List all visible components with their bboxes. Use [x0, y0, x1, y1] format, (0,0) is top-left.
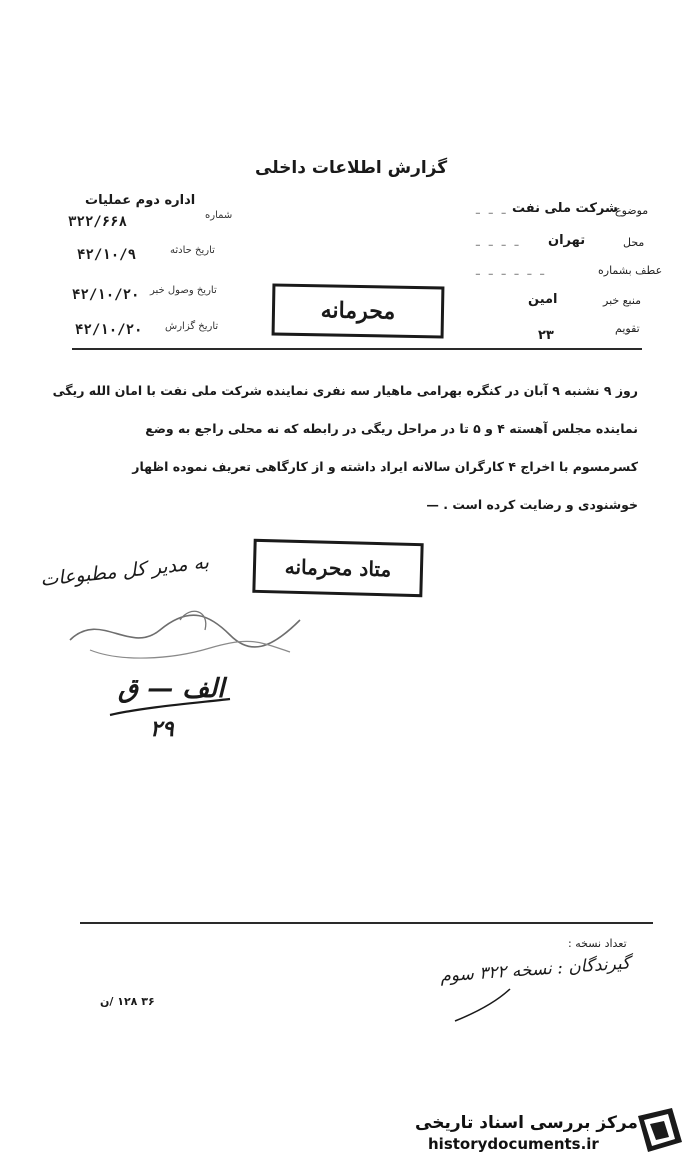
body-line-4 [48, 486, 638, 524]
confidential-stamp: محرمانه [272, 284, 445, 339]
footer-divider [80, 922, 653, 924]
handwritten-number: ۲۹ [150, 716, 174, 742]
subject-label: موضوع [615, 204, 649, 217]
receipt-date-label: تاریخ وصول خبر [150, 285, 217, 296]
number-value: ۳۲۲/۶۶۸ [68, 214, 128, 230]
header-divider [72, 348, 642, 350]
body-line-4-dash: — [426, 497, 439, 512]
report-date-label: تاریخ گزارش [165, 321, 219, 332]
subject-value: شرکت ملی نفت [512, 201, 618, 216]
body-line-4-text: خوشنودی و رضایت کرده است . [443, 497, 638, 512]
evaluation-label: تقویم [615, 322, 640, 335]
copies-label: تعداد نسخه : [568, 937, 627, 950]
document-code: ۳۶ ۱۲۸ /ن [100, 995, 155, 1008]
declassified-stamp: متاد محرمانه [252, 539, 423, 597]
report-body [48, 372, 638, 524]
subject-dash: - - - [475, 203, 508, 222]
place-dash: - - - - [475, 235, 521, 254]
source-label: منبع خبر [603, 294, 642, 307]
handwritten-note: به مدیر کل مطبوعات [39, 551, 210, 591]
report-title: گزارش اطلاعات داخلی [255, 158, 448, 178]
handwritten-initials: الف — ق [118, 674, 225, 704]
handwritten-signature-icon [60, 600, 320, 670]
archive-url: historydocuments.ir [428, 1135, 599, 1153]
archive-logo-icon [630, 1102, 690, 1162]
attachment-label: عطف بشماره [598, 264, 663, 277]
recipients-line: گیرندگان : نسخه ۳۲۲ سوم [439, 953, 631, 987]
body-line-1: روز ۹ نشنبه ۹ آبان در کنگره بهرامی ماهیار سه نفری نماینده شرکت ملی نفت با امان الله ریگی [52, 383, 638, 398]
archive-name: مرکز بررسی اسناد تاریخی [415, 1113, 638, 1133]
body-line-2: نماینده مجلس آهسته ۴ و ۵ تا در مراحل ریگی در رابطه که نه محلی راجع به وضع [145, 421, 638, 436]
evaluation-value: ۲۳ [538, 328, 554, 343]
event-date-value: ۴۲/۱۰/۹ [77, 247, 137, 263]
number-label: شماره [205, 210, 233, 221]
office-name: اداره دوم عملیات [85, 193, 196, 208]
recipients-flourish [450, 985, 520, 1025]
report-date-value: ۴۲/۱۰/۲۰ [75, 322, 143, 338]
source-value: امین [528, 292, 558, 307]
place-label: محل [623, 236, 645, 249]
receipt-date-value: ۴۲/۱۰/۲۰ [72, 287, 140, 303]
place-value: تهران [548, 233, 586, 248]
attachment-dash: - - - - - - [475, 264, 547, 283]
event-date-label: تاریخ حادثه [170, 245, 215, 256]
body-line-3: کسرمسوم با اخراج ۴ کارگران سالانه ایراد داشته و از کارگاهی تعریف نموده اظهار [132, 459, 638, 474]
